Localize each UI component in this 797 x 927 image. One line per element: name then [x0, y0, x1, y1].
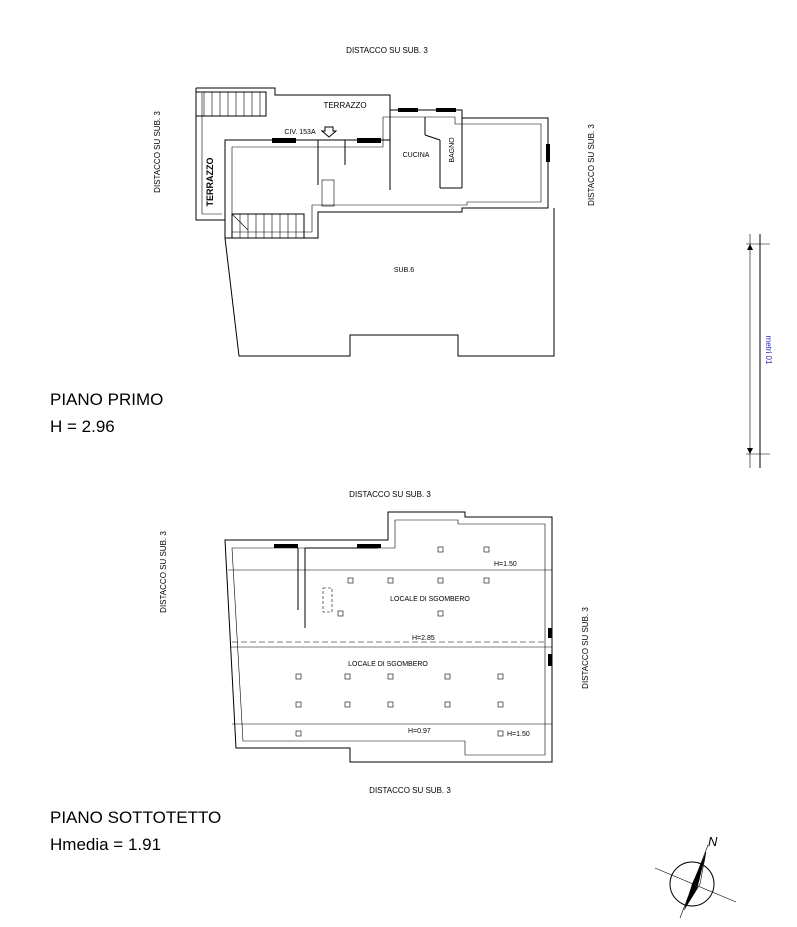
- sottotetto-left-distacco-label: DISTACCO SU SUB. 3: [159, 531, 168, 613]
- sottotetto-outer-wall: [225, 512, 552, 762]
- compass-north-label: N: [708, 834, 718, 849]
- stair-top: [196, 92, 266, 116]
- floor-plan-sottotetto: [50, 490, 590, 854]
- sub6-outline: [225, 208, 554, 356]
- sottotetto-title: PIANO SOTTOTETTO: [50, 808, 222, 827]
- chimney-attic: [323, 588, 332, 612]
- room1-label: LOCALE DI SGOMBERO: [390, 596, 470, 603]
- height-label-2: H=2.85: [412, 635, 435, 642]
- room2-label: LOCALE DI SGOMBERO: [348, 661, 428, 668]
- terrazzo-top-label: TERRAZZO: [323, 101, 367, 110]
- pillars: [296, 547, 503, 736]
- primo-top-distacco-label: DISTACCO SU SUB. 3: [346, 46, 428, 55]
- apartment-outer-wall: [225, 110, 548, 238]
- sottotetto-right-distacco-label: DISTACCO SU SUB. 3: [581, 607, 590, 689]
- stair-bottom: [232, 214, 304, 238]
- terrazzo-left-label: TERRAZZO: [205, 157, 215, 207]
- civic-number-label: CIV. 153A: [284, 129, 316, 136]
- entrance-arrow-icon: [322, 127, 336, 137]
- primo-height: H = 2.96: [50, 417, 115, 436]
- bagno-label: BAGNO: [449, 137, 456, 163]
- sottotetto-height: Hmedia = 1.91: [50, 835, 162, 854]
- sub6-label: SUB.6: [393, 267, 415, 274]
- chimney: [322, 180, 334, 206]
- primo-title: PIANO PRIMO: [50, 390, 164, 409]
- primo-right-distacco-label: DISTACCO SU SUB. 3: [587, 124, 596, 206]
- primo-left-distacco-label: DISTACCO SU SUB. 3: [153, 111, 162, 193]
- roof-ridge-lines: [228, 570, 552, 724]
- stair-bottom-steps: [232, 214, 296, 238]
- cucina-label: CUCINA: [402, 152, 430, 159]
- height-label-3: H=0.97: [408, 728, 431, 735]
- height-label-1: H=1.50: [494, 561, 517, 568]
- scale-bar-label: metri 01: [764, 335, 773, 365]
- stair-top-steps: [204, 92, 260, 116]
- sottotetto-bottom-distacco-label: DISTACCO SU SUB. 3: [369, 786, 451, 795]
- sottotetto-top-distacco-label: DISTACCO SU SUB. 3: [349, 490, 431, 499]
- scale-bar: [746, 234, 773, 468]
- floor-plan-primo: [50, 46, 596, 436]
- height-label-4: H=1.50: [507, 731, 530, 738]
- compass-icon: [655, 834, 736, 918]
